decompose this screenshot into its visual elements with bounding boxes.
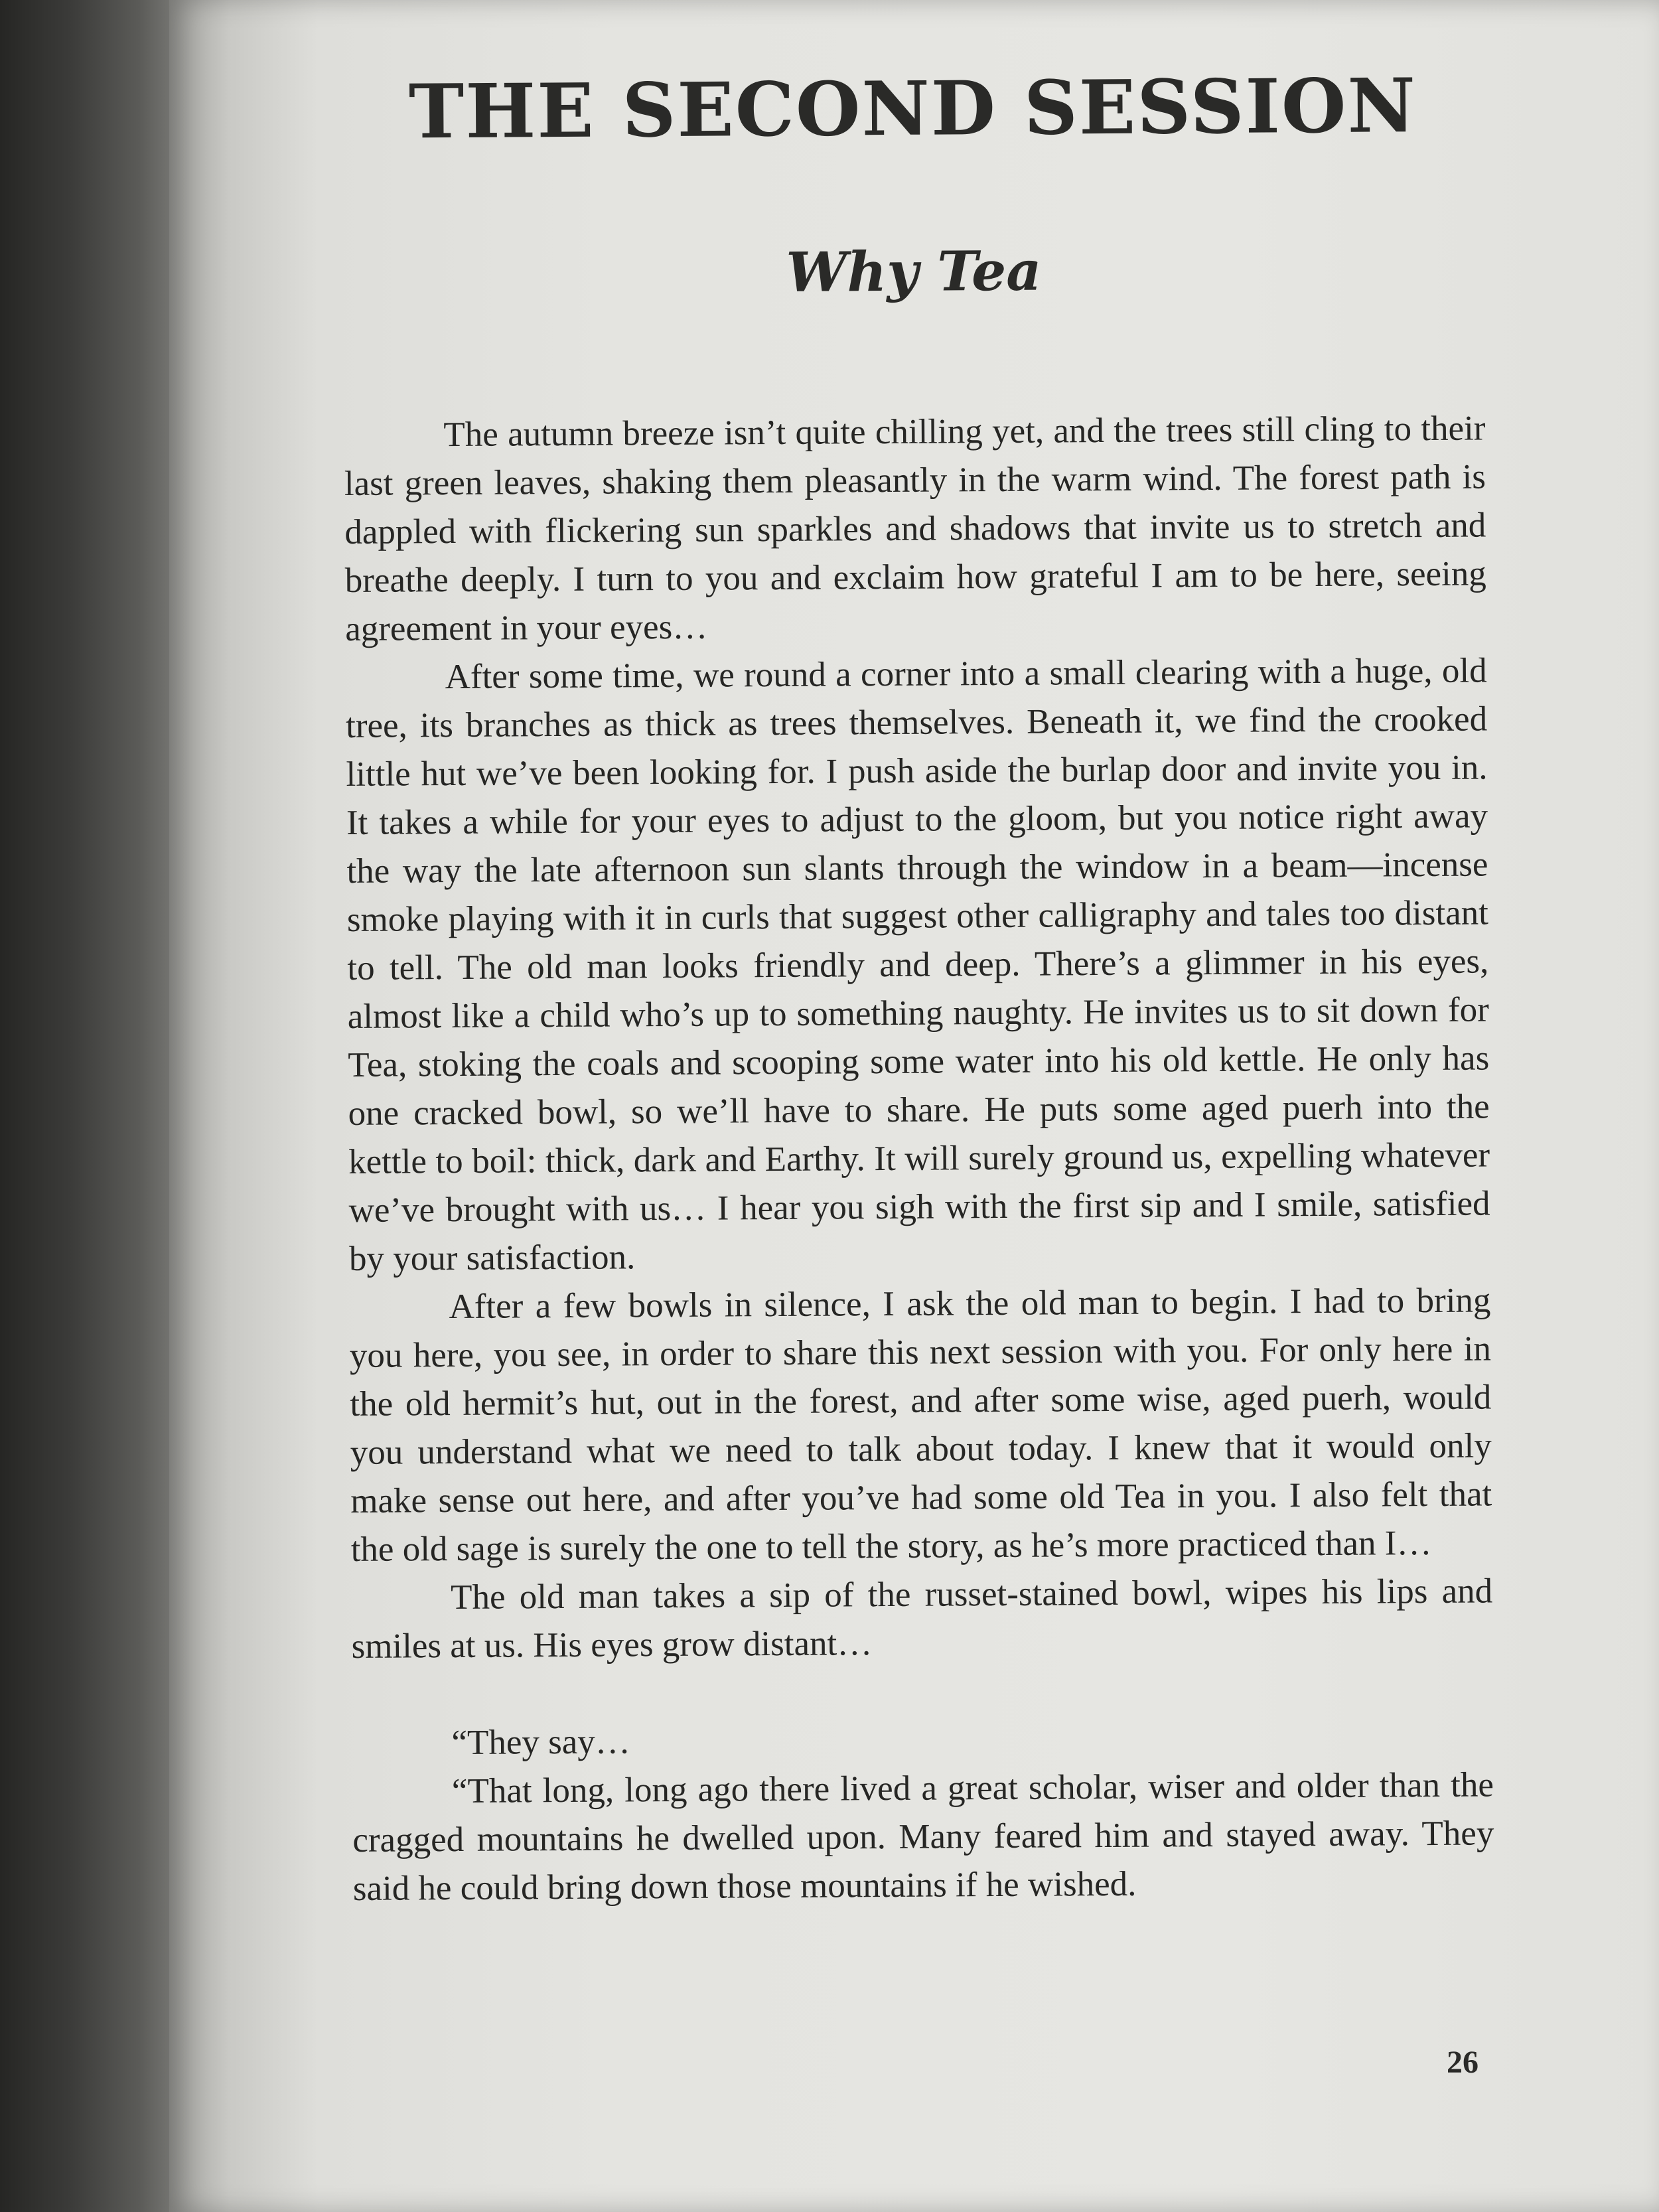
paragraph: “That long, long ago there lived a great scholar, wiser and older than the cragged mountains he dwelled upon. Many feared him and stayed away. They said he could bring down those mountains if he wished. [352,1765,1494,1908]
paragraph: The autumn breeze isn’t quite chilling yet, and the trees still cling to their last green leaves, shaking them pleasantly in the warm wind. The forest path is dappled with flickering sun sparkles and shadows that invite us to stretch and breathe deeply. I turn to you and exclaim how grateful I am to be here, seeing agreement in your eyes… [344,409,1486,648]
paragraph: After a few bowls in silence, I ask the old man to begin. I had to bring you here, you see, in order to share this next session with you. For only here in the old hermit’s hut, out in the forest, and after some wise, aged puerh, would you understand what we need to talk about today. I knew that it would only make sense out here, and after you’ve had some old Tea in you. I also felt that the old sage is surely the one to tell the story, as he’s more practiced than I… [349,1281,1492,1569]
page-number: 26 [1447,2045,1479,2080]
paragraph: “They say… [451,1722,630,1763]
section-subtitle: Why Tea [786,239,1042,305]
body-text [344,404,1494,1913]
paragraph: The old man takes a sip of the russet-stained bowl, wipes his lips and smiles at us. His eyes grow distant… [351,1572,1493,1666]
page-content [342,52,1494,1913]
chapter-title: THE SECOND SESSION [408,62,1417,156]
paragraph: After some time, we round a corner into a small clearing with a huge, old tree, its branches as thick as trees themselves. Beneath it, we find the crooked little hut we’ve been looking for. I push aside the burlap door and invite you in. It takes a while for your eyes to adjust to the gloom, but you notice right away the way the late afternoon sun slants through the window in a beam—incense smoke playing with it in curls that suggest other calligraphy and tales too distant to tell. The old man looks friendly and deep. There’s a glimmer in his eyes, almost like a child who’s up to something naughty. He invites us to sit down for Tea, stoking the coals and scooping some water into his old kettle. He only has one cracked bowl, so we’ll have to share. He puts some aged puerh into the kettle to boil: thick, dark and Earthy. It will surely ground us, expelling whatever we’ve brought with us… I hear you sigh with the first sip and I smile, satisfied by your satisfaction. [345,651,1490,1278]
